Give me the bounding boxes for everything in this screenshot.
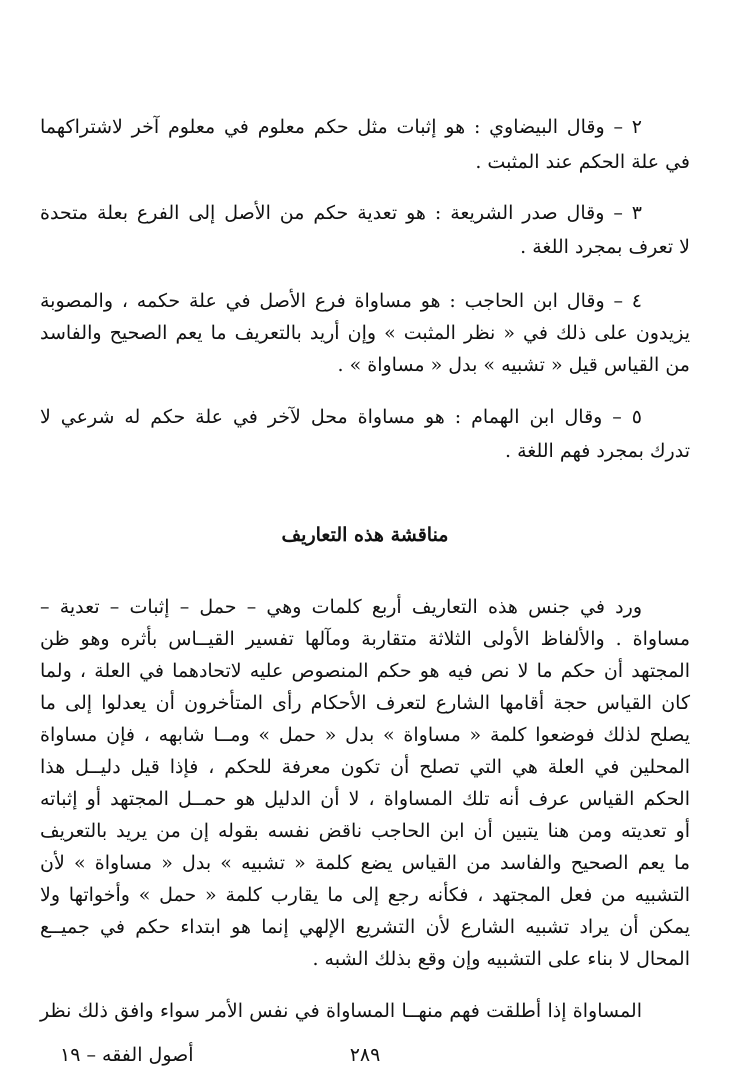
item-2-line-1: ٢ – وقال البيضاوي : هو إثبات مثل حكم معلوم في معلوم آخر لاشتراكهما	[40, 116, 642, 138]
discussion-line-4: كان القياس حجة أقامها الشارع لتعرف الأحكام رأى المتأخرون أن يعدلوا إلى ما	[40, 692, 690, 714]
item-4-line-1: ٤ – وقال ابن الحاجب : هو مساواة فرع الأصل في علة حكمه ، والمصوبة	[40, 290, 642, 312]
discussion-line-10: التشبيه من فعل المجتهد ، فكأنه رجع إلى ما يقارب كلمة « حمل » وأخواتها ولا	[40, 884, 690, 906]
item-3-line-2: لا تعرف بمجرد اللغة .	[520, 236, 690, 258]
page-number: ٢٨٩	[349, 1044, 381, 1066]
discussion-line-8: أو تعديته ومن هنا يتبين أن ابن الحاجب ناقض نفسه بقوله إن من يريد بالتعريف	[40, 820, 690, 842]
discussion-line-9: ما يعم الصحيح والفاسد من القياس يضع كلمة « تشبيه » بدل « مساواة » لأن	[40, 852, 690, 874]
discussion-line-3: المجتهد أن حكم ما لا نص فيه هو حكم المنصوص عليه لاتحادهما في العلة ، ولما	[40, 660, 690, 682]
discussion-line-5: يصلح لذلك فوضعوا كلمة « مساواة » بدل « حمل » ومــا شابهه ، فإن مساواة	[40, 724, 690, 746]
discussion-line-2: مساواة . والألفاظ الأولى الثلاثة متقاربة ومآلها تفسير القيــاس بأثره وهو ظن	[40, 628, 690, 650]
item-4-line-3: من القياس قيل « تشبيه » بدل « مساواة » .	[337, 354, 690, 376]
discussion-line-1: ورد في جنس هذه التعاريف أربع كلمات وهي – حمل – إثبات – تعدية –	[40, 596, 642, 618]
item-5-line-1: ٥ – وقال ابن الهمام : هو مساواة محل لآخر في علة حكم له شرعي لا	[40, 406, 642, 428]
discussion-line-6: المحلين في العلة هي التي تصلح أن تكون معرفة للحكم ، فإذا قيل دليــل هذا	[40, 756, 690, 778]
item-4-line-2: يزيدون على ذلك في « نظر المثبت » وإن أريد بالتعريف ما يعم الصحيح والفاسد	[40, 322, 690, 344]
discussion-line-12: المحال لا بناء على التشبيه وإن وقع بذلك الشبه .	[312, 948, 690, 970]
book-signature: أصول الفقه – ١٩	[60, 1044, 194, 1066]
discussion-line-7: الحكم القياس عرف أنه تلك المساواة ، لا أن الدليل هو حمــل المجتهد أو إثباته	[40, 788, 690, 810]
discussion-line-11: يمكن أن يراد تشبيه الشارع لأن التشريع الإلهي إنما هو ابتداء حكم في جميــع	[40, 916, 690, 938]
section-heading: مناقشة هذه التعاريف	[281, 524, 449, 546]
item-3-line-1: ٣ – وقال صدر الشريعة : هو تعدية حكم من الأصل إلى الفرع بعلة متحدة	[40, 202, 642, 224]
item-2-line-2: في علة الحكم عند المثبت .	[475, 151, 690, 173]
item-5-line-2: تدرك بمجرد فهم اللغة .	[505, 440, 690, 462]
continuation-line: المساواة إذا أطلقت فهم منهــا المساواة في نفس الأمر سواء وافق ذلك نظر	[40, 1000, 642, 1022]
